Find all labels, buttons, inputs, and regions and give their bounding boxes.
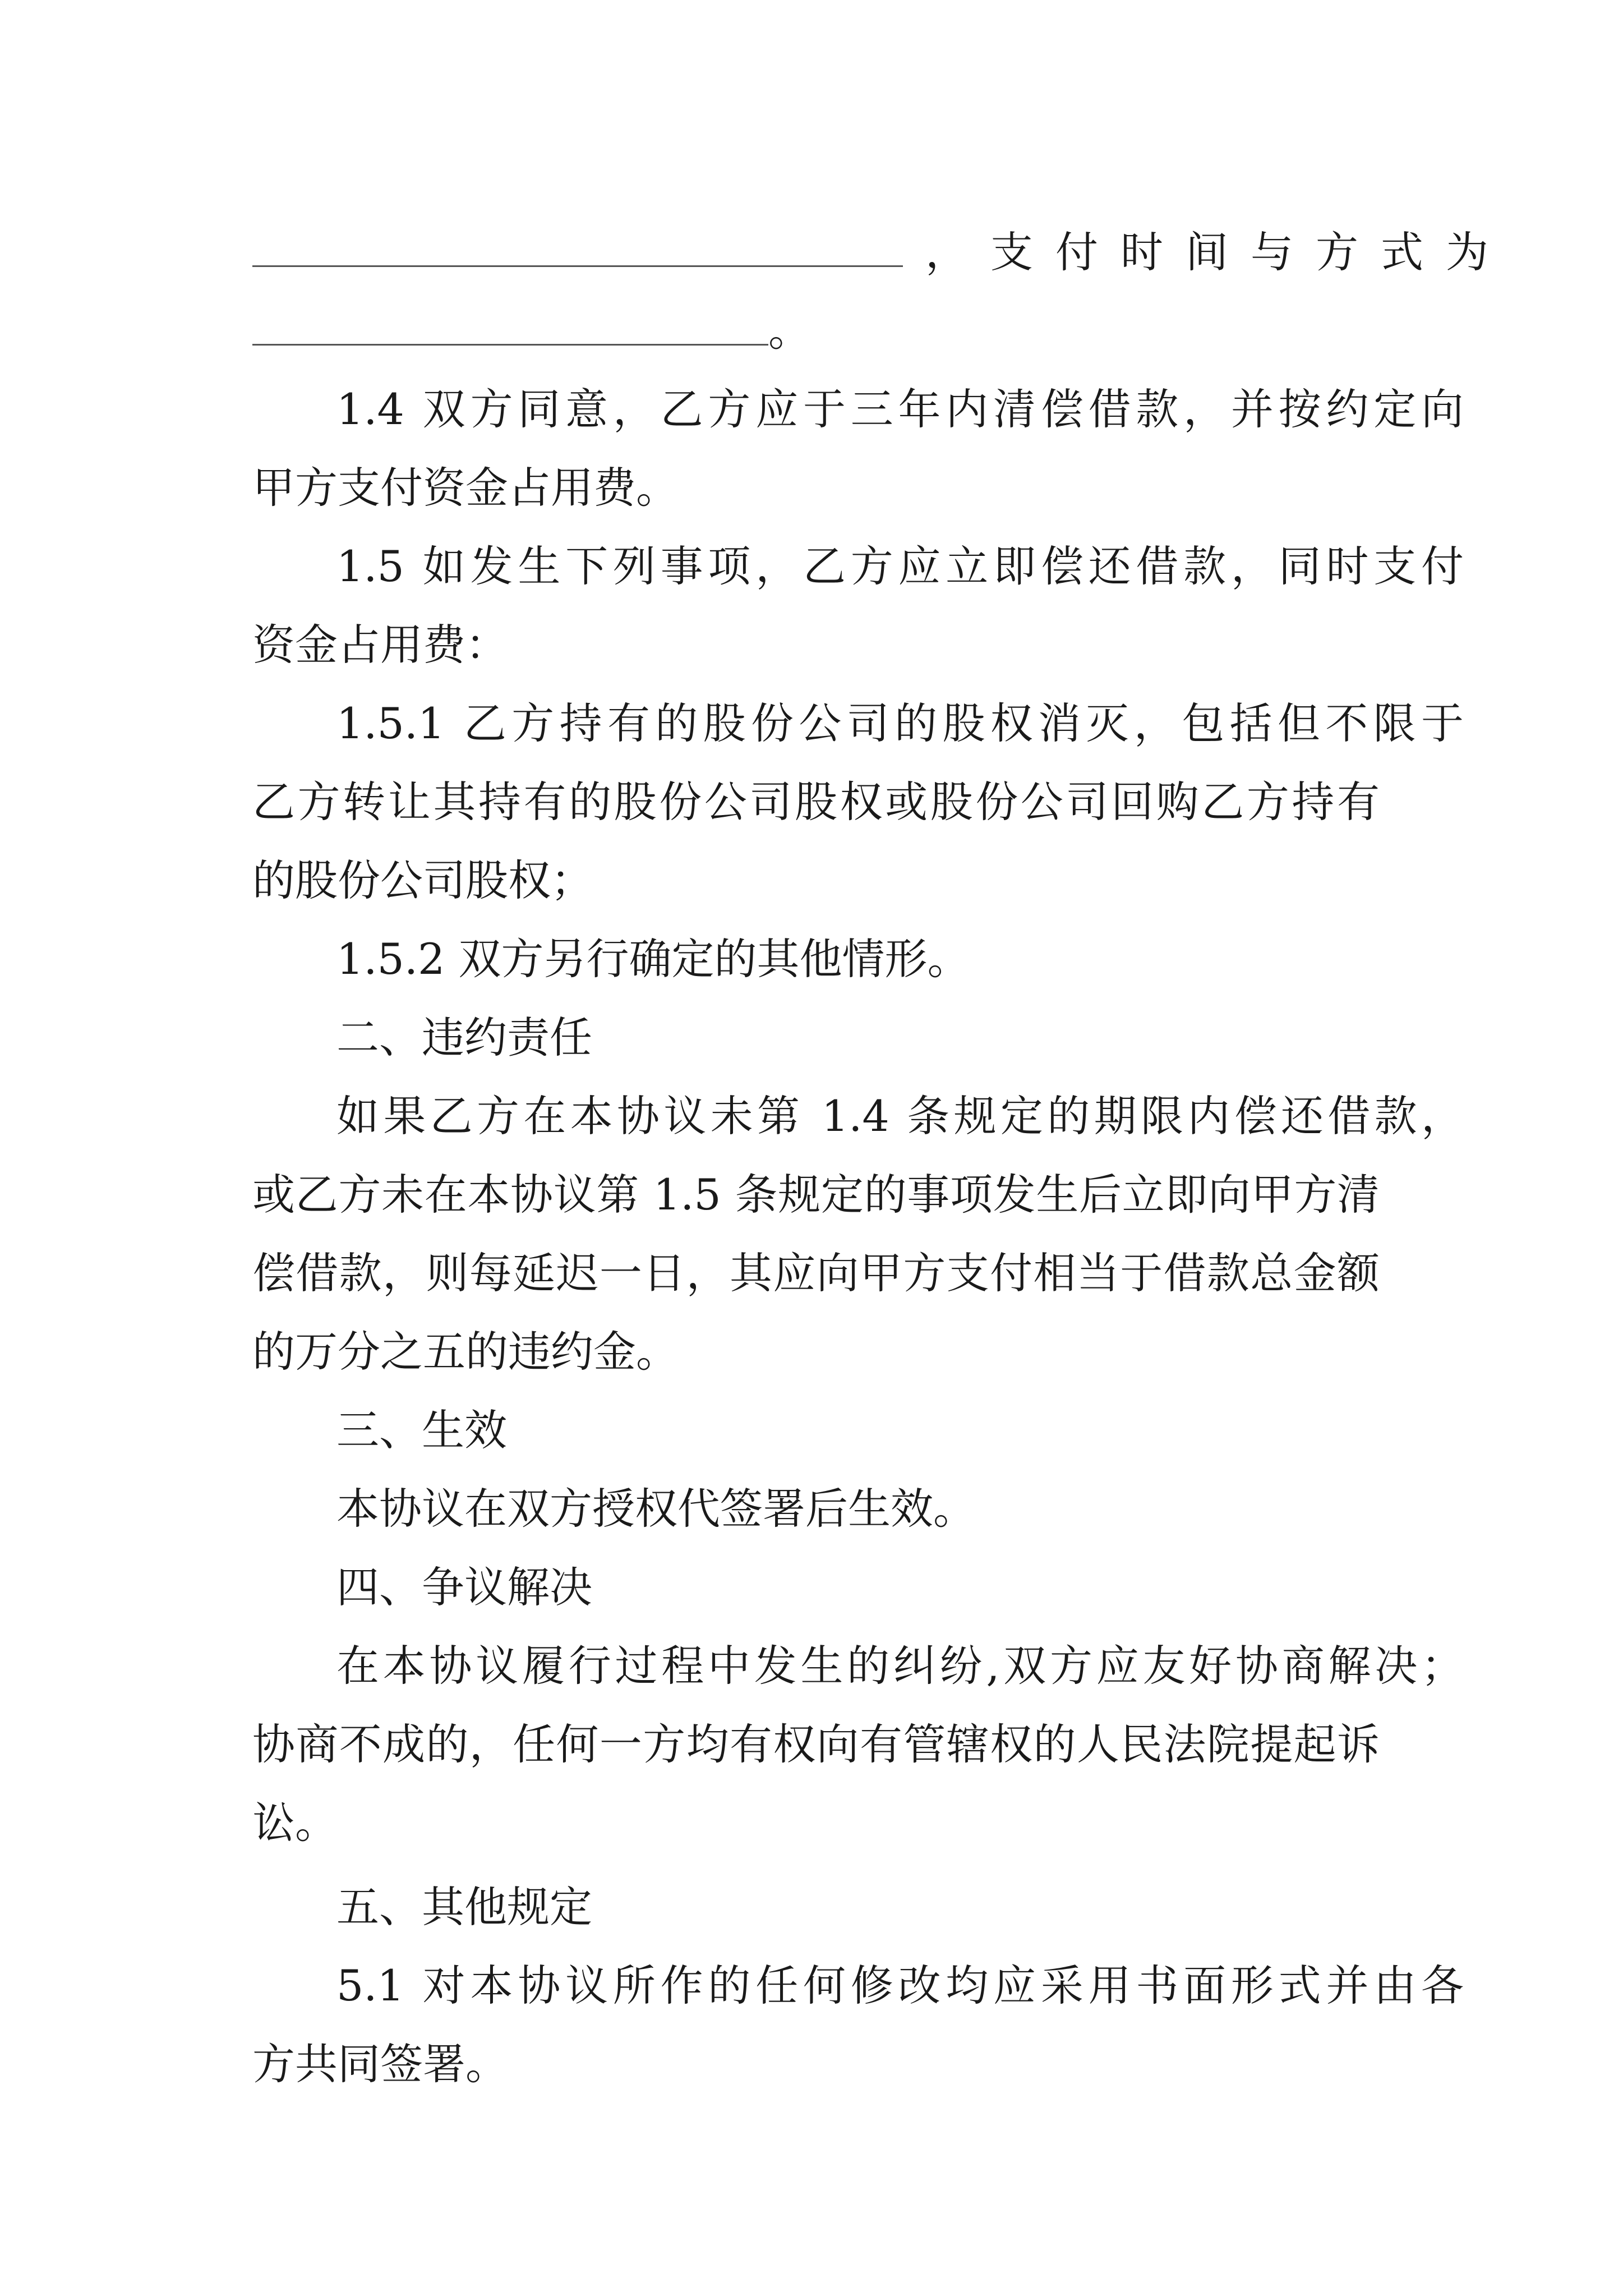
clause-1-5-1: 1.5.1 乙方持有的股份公司的股权消灭，包括但不限于 — [336, 698, 1464, 748]
section-heading-other: 五、其他规定 — [336, 1882, 592, 1932]
clause-5-1-cont: 方共同签署。 — [252, 2039, 508, 2089]
dispute-para: 在本协议履行过程中发生的纠纷,双方应友好协商解决； — [336, 1641, 1464, 1691]
effect-para: 本协议在双方授权代签署后生效。 — [336, 1484, 976, 1534]
fill-in-blank — [252, 338, 768, 346]
doc-line: ，支付时间与方式为 — [925, 227, 1511, 277]
liability-para-cont: 或乙方未在本协议第 1.5 条规定的事项发生后立即向甲方清 — [252, 1170, 1380, 1220]
dispute-para-cont: 协商不成的，任何一方均有权向有管辖权的人民法院提起诉 — [252, 1719, 1380, 1769]
clause-1-4: 1.4 双方同意，乙方应于三年内清偿借款，并按约定向 — [336, 384, 1464, 434]
liability-para: 如果乙方在本协议未第 1.4 条规定的期限内偿还借款， — [336, 1091, 1464, 1141]
clause-1-5-1-cont2: 的股份公司股权； — [252, 855, 593, 905]
clause-1-4-cont: 甲方支付资金占用费。 — [252, 463, 679, 513]
liability-para-cont3: 的万分之五的违约金。 — [252, 1327, 679, 1377]
section-heading-liability: 二、违约责任 — [336, 1013, 592, 1062]
section-heading-effect: 三、生效 — [336, 1405, 507, 1455]
clause-1-5-1-cont: 乙方转让其持有的股份公司股权或股份公司回购乙方持有 — [252, 777, 1380, 827]
liability-para-cont2: 偿借款，则每延迟一日，其应向甲方支付相当于借款总金额 — [252, 1248, 1380, 1298]
section-heading-dispute: 四、争议解决 — [336, 1562, 592, 1612]
clause-1-5: 1.5 如发生下列事项，乙方应立即偿还借款，同时支付 — [336, 541, 1464, 591]
clause-5-1: 5.1 对本协议所作的任何修改均应采用书面形式并由各 — [336, 1961, 1464, 2010]
blank-line-method — [252, 292, 1380, 370]
clause-1-5-cont: 资金占用费： — [252, 620, 508, 670]
clause-1-5-2: 1.5.2 双方另行确定的其他情形。 — [336, 934, 970, 984]
fill-in-blank — [252, 260, 903, 267]
dispute-para-cont2: 讼。 — [252, 1798, 338, 1848]
blank-line-payment — [252, 213, 1511, 292]
doc-line: 。 — [768, 306, 811, 356]
